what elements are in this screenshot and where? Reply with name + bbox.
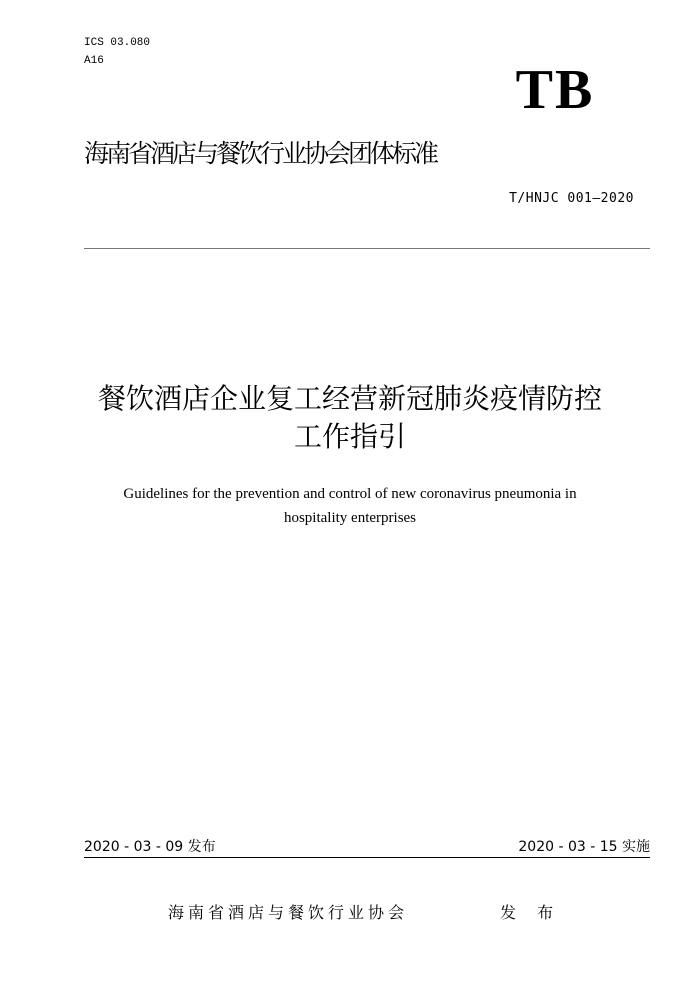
tb-logo-svg (490, 60, 620, 120)
document-title-en-line1: Guidelines for the prevention and control of new coronavirus pneumonia in (123, 486, 577, 502)
ics-code: ICS 03.080 (84, 37, 151, 49)
header-divider (84, 248, 650, 249)
classification-code: A16 (84, 55, 104, 67)
issue-date: 2020 - 03 - 09 发布 (84, 839, 216, 855)
document-title-cn-line1: 餐饮酒店企业复工经营新冠肺炎疫情防控 (97, 382, 602, 415)
standard-number: T/HNJC 001—2020 (509, 191, 634, 206)
tb-logo-text: TB (515, 60, 595, 120)
organization-standard-title: 海南省酒店与餐饮行业协会团体标准 (84, 139, 437, 168)
footer-divider (84, 857, 650, 858)
implementation-date: 2020 - 03 - 15 实施 (518, 839, 650, 855)
publisher-name: 海南省酒店与餐饮行业协会 (168, 903, 409, 922)
publish-label: 发 布 (500, 903, 562, 922)
document-title-en (50, 482, 650, 530)
document-title-cn-line2: 工作指引 (293, 420, 406, 453)
document-title-en-line2: hospitality enterprises (283, 510, 417, 526)
document-title-cn (50, 380, 650, 456)
tb-logo (490, 60, 620, 120)
